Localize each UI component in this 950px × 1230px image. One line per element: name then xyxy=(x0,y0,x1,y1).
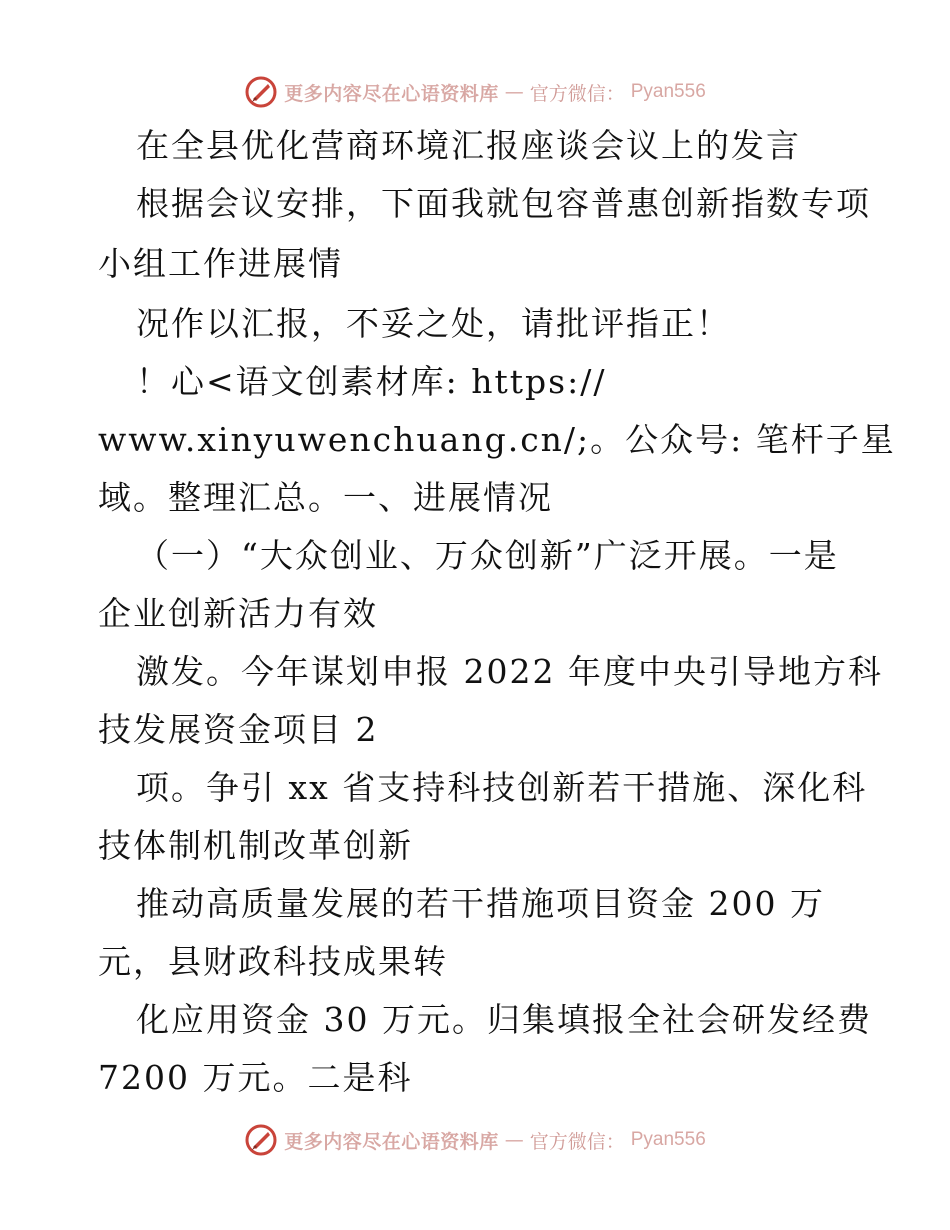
paragraph-line: 况作以汇报，不妥之处，请批评指正！ xyxy=(136,304,731,343)
watermark-separator: — xyxy=(504,1129,524,1151)
paragraph-line: 化应用资金 30 万元。归集填报全社会研发经费 xyxy=(136,1000,872,1039)
paragraph-line: 企业创新活力有效 xyxy=(98,594,378,633)
watermark-wechat-id: Pyan556 xyxy=(630,1129,706,1150)
watermark-wechat-id: Pyan556 xyxy=(630,81,706,102)
watermark-wechat-label: 官方微信： xyxy=(529,82,625,105)
paragraph-line: 技发展资金项目 2 xyxy=(98,710,379,749)
document-title: 在全县优化营商环境汇报座谈会议上的发言 xyxy=(136,126,801,165)
watermark-text: 更多内容尽在心语资料库 xyxy=(284,1130,499,1153)
paragraph-line: （一）“大众创业、万众创新”广泛开展。一是 xyxy=(136,536,839,575)
paragraph-line: 根据会议安排，下面我就包容普惠创新指数专项 xyxy=(136,184,871,223)
watermark-header xyxy=(0,70,950,114)
quill-pen-logo-icon xyxy=(244,1123,278,1157)
paragraph-line: ！心<语文创素材库: https:// xyxy=(136,362,607,401)
paragraph-line: 项。争引 xx 省支持科技创新若干措施、深化科 xyxy=(136,768,868,807)
watermark-separator: — xyxy=(504,81,524,103)
paragraph-line: 域。整理汇总。一、进展情况 xyxy=(98,478,553,517)
paragraph-line: 7200 万元。二是科 xyxy=(98,1058,413,1097)
paragraph-line: 激发。今年谋划申报 2022 年度中央引导地方科 xyxy=(136,652,883,691)
paragraph-line: 小组工作进展情 xyxy=(98,244,343,283)
quill-pen-logo-icon xyxy=(244,75,278,109)
watermark-footer xyxy=(0,1118,950,1162)
paragraph-line: 技体制机制改革创新 xyxy=(98,826,413,865)
paragraph-line: www.xinyuwenchuang.cn/;。公众号: 笔杆子星 xyxy=(98,420,896,459)
paragraph-line: 推动高质量发展的若干措施项目资金 200 万 xyxy=(136,884,825,923)
watermark-wechat-label: 官方微信： xyxy=(529,1130,625,1153)
paragraph-line: 元，县财政科技成果转 xyxy=(98,942,448,981)
watermark-text: 更多内容尽在心语资料库 xyxy=(284,82,499,105)
